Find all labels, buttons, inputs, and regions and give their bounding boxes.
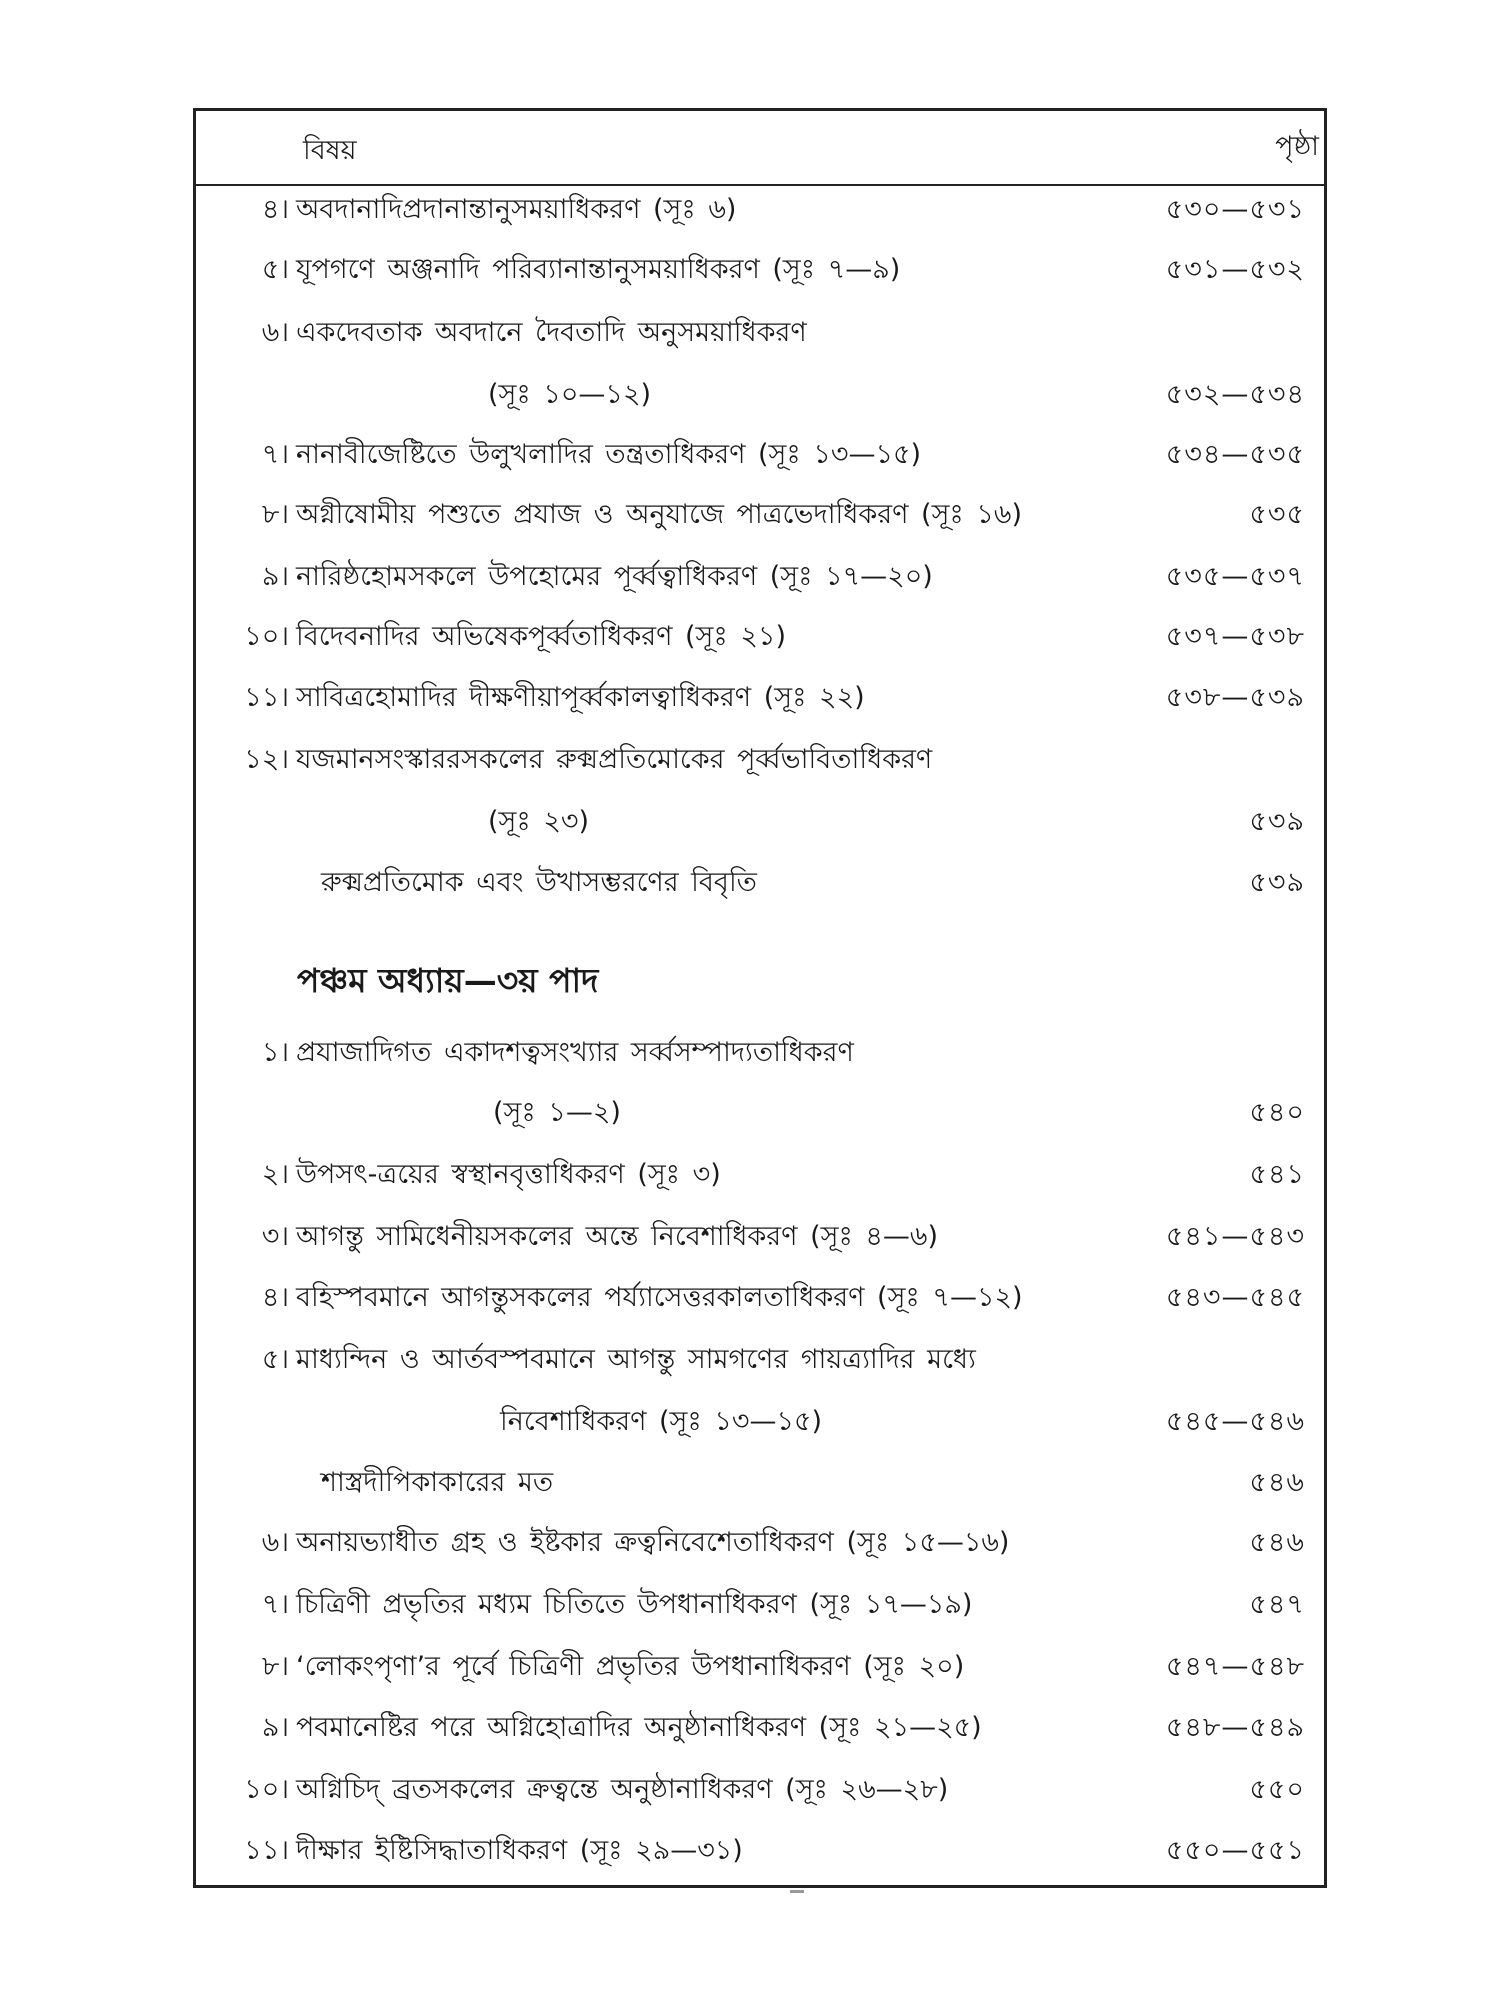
toc-row [193,1273,1327,1323]
entry-page: ৫৩৮—৫৩৯ [1165,682,1305,713]
entry-number: ৩। [261,1221,289,1252]
entry-number: ৪। [261,194,289,225]
entry-page: ৫৪৭—৫৪৮ [1165,1651,1305,1682]
toc-row [193,1765,1327,1815]
entry-title: রুক্মপ্রতিমোক এবং উখাসম্ভরণের বিবৃতি [321,867,757,898]
toc-row-continuation [193,797,1327,847]
header-page: পৃষ্ঠা [1275,131,1319,162]
toc-row [193,1826,1327,1876]
entry-number: ২। [261,1159,289,1190]
toc-row [193,735,1327,785]
toc-row [193,1335,1327,1385]
entry-title: শাস্ত্রদীপিকাকারের মত [321,1467,554,1498]
entry-number: ১১। [244,1835,289,1866]
entry-page: ৫৩৪—৫৩৫ [1165,439,1305,470]
entry-title: প্রযাজাদিগত একাদশত্বসংখ্যার সর্ব্বসম্পাদ্যতাধিকরণ [296,1037,854,1068]
entry-title: অগ্নিচিদ্ ব্রতসকলের ক্রত্বন্তে অনুষ্ঠানাধিকরণ (সূঃ ২৬—২৮) [296,1774,949,1805]
entry-page: ৫৩০—৫৩১ [1165,194,1305,225]
toc-row-continuation [193,1397,1327,1447]
toc-row-subentry [193,1458,1327,1508]
entry-title: পবমানেষ্টির পরে অগ্নিহোত্রাদির অনুষ্ঠানাধিকরণ (সূঃ ২১—২৫) [296,1712,982,1743]
entry-title: নিবেশাধিকরণ (সূঃ ১৩—১৫) [500,1406,823,1437]
entry-number: ৯। [261,1712,289,1743]
header-subject: বিষয় [303,135,357,166]
entry-title: অগ্নীষোমীয় পশুতে প্রযাজ ও অনুযাজে পাত্রভেদাধিকরণ (সূঃ ১৬) [296,499,1023,530]
entry-page: ৫৩৫ [1249,499,1305,530]
toc-row [193,1212,1327,1262]
entry-page: ৫৪০ [1249,1097,1305,1128]
toc-row [193,1518,1327,1568]
entry-title: মাধ্যন্দিন ও আর্তবস্পবমানে আগন্তু সামগণের গায়ত্র্যাদির মধ্যে [296,1344,976,1375]
entry-page: ৫৪৭ [1249,1589,1305,1620]
toc-row-subentry [193,858,1327,908]
entry-title: অনায়ভ্যাধীত গ্রহ ও ইষ্টকার ক্রত্বনিবেশেতাধিকরণ (সূঃ ১৫—১৬) [296,1527,1010,1558]
entry-title: চিত্রিণী প্রভৃতির মধ্যম চিতিতে উপধানাধিকরণ (সূঃ ১৭—১৯) [296,1589,973,1620]
entry-title: বহিস্পবমানে আগন্তুসকলের পর্য্যাসেত্তরকালতাধিকরণ (সূঃ ৭—১২) [296,1282,1023,1313]
entry-page: ৫৫০ [1249,1774,1305,1805]
entry-number: ৭। [261,439,289,470]
entry-title: (সূঃ ১০—১২) [488,379,652,410]
entry-number: ১। [261,1037,289,1068]
entry-number: ৯। [261,561,289,592]
entry-title: বিদেবনাদির অভিষেকপূর্ব্বতাধিকরণ (সূঃ ২১) [296,621,786,652]
entry-page: ৫৫০—৫৫১ [1165,1835,1305,1866]
entry-title: যজমানসংস্কাররসকলের রুক্মপ্রতিমোকের পূর্ব্বভাবিতাধিকরণ [296,744,933,775]
entry-title: যূপগণে অঞ্জনাদি পরিব্যানান্তানুসময়াধিকরণ (সূঃ ৭—৯) [296,254,901,285]
entry-number: ৬। [261,1527,289,1558]
entry-page: ৫৪৩—৫৪৫ [1165,1282,1305,1313]
entry-page: ৫৩৭—৫৩৮ [1165,621,1305,652]
entry-number: ১০। [244,1774,289,1805]
entry-page: ৫৪১—৫৪৩ [1165,1221,1305,1252]
entry-number: ৮। [261,499,289,530]
entry-title: সাবিত্রহোমাদির দীক্ষণীয়াপূর্ব্বকালত্বাধিকরণ (সূঃ ২২) [296,682,865,713]
table-header [193,108,1327,186]
section-title: পঞ্চম অধ্যায়—৩য় পাদ [297,961,599,1000]
entry-title: নারিষ্ঠহোমসকলে উপহোমের পূর্ব্বত্বাধিকরণ (সূঃ ১৭—২০) [296,561,933,592]
entry-number: ১১। [244,682,289,713]
toc-row [193,552,1327,602]
entry-page: ৫৪৬ [1249,1527,1305,1558]
toc-row [193,308,1327,358]
toc-row [193,185,1327,235]
toc-row [193,673,1327,723]
entry-page: ৫৩৫—৫৩৭ [1165,561,1305,592]
toc-row [193,245,1327,295]
entry-page: ৫৪৫—৫৪৬ [1165,1406,1305,1437]
entry-title: একদেবতাক অবদানে দৈবতাদি অনুসময়াধিকরণ [296,317,807,348]
entry-number: ৮। [261,1651,289,1682]
toc-row [193,1150,1327,1200]
entry-number: ৪। [261,1282,289,1313]
entry-number: ৫। [261,254,289,285]
entry-title: (সূঃ ১—২) [493,1097,621,1128]
entry-number: ১২। [244,744,289,775]
entry-title: দীক্ষার ইষ্টিসিদ্ধাতাধিকরণ (সূঃ ২৯—৩১) [296,1835,743,1866]
entry-title: আগন্তু সামিধেনীয়সকলের অন্তে নিবেশাধিকরণ (সূঃ ৪—৬) [296,1221,939,1252]
entry-title: নানাবীজেষ্টিতে উলুখলাদির তন্ত্রতাধিকরণ (সূঃ ১৩—১৫) [296,439,922,470]
toc-row-continuation [193,1088,1327,1138]
toc-row [193,430,1327,480]
entry-page: ৫৪৮—৫৪৯ [1165,1712,1305,1743]
entry-page: ৫৩৯ [1249,867,1305,898]
toc-row [193,490,1327,540]
entry-page: ৫৪৬ [1249,1467,1305,1498]
entry-number: ৭। [261,1589,289,1620]
entry-page: ৫৩১—৫৩২ [1165,254,1305,285]
entry-page: ৫৩২—৫৩৪ [1165,379,1305,410]
toc-row [193,1703,1327,1753]
entry-number: ৫। [261,1344,289,1375]
entry-number: ১০। [244,621,289,652]
entry-page: ৫৪১ [1249,1159,1305,1190]
print-smudge [790,1890,804,1893]
toc-row [193,1028,1327,1078]
toc-row-continuation [193,370,1327,420]
toc-row [193,612,1327,662]
entry-title: (সূঃ ২৩) [488,806,589,837]
entry-title: ‘লোকংপৃণা’র পূর্বে চিত্রিণী প্রভৃতির উপধানাধিকরণ (সূঃ ২০) [296,1651,965,1682]
entry-number: ৬। [261,317,289,348]
entry-title: উপসৎ-ত্রয়ের স্বস্থানবৃত্তাধিকরণ (সূঃ ৩) [296,1159,721,1190]
entry-title: অবদানাদিপ্রদানান্তানুসময়াধিকরণ (সূঃ ৬) [296,194,737,225]
toc-row [193,1580,1327,1630]
entry-page: ৫৩৯ [1249,806,1305,837]
toc-row [193,1642,1327,1692]
